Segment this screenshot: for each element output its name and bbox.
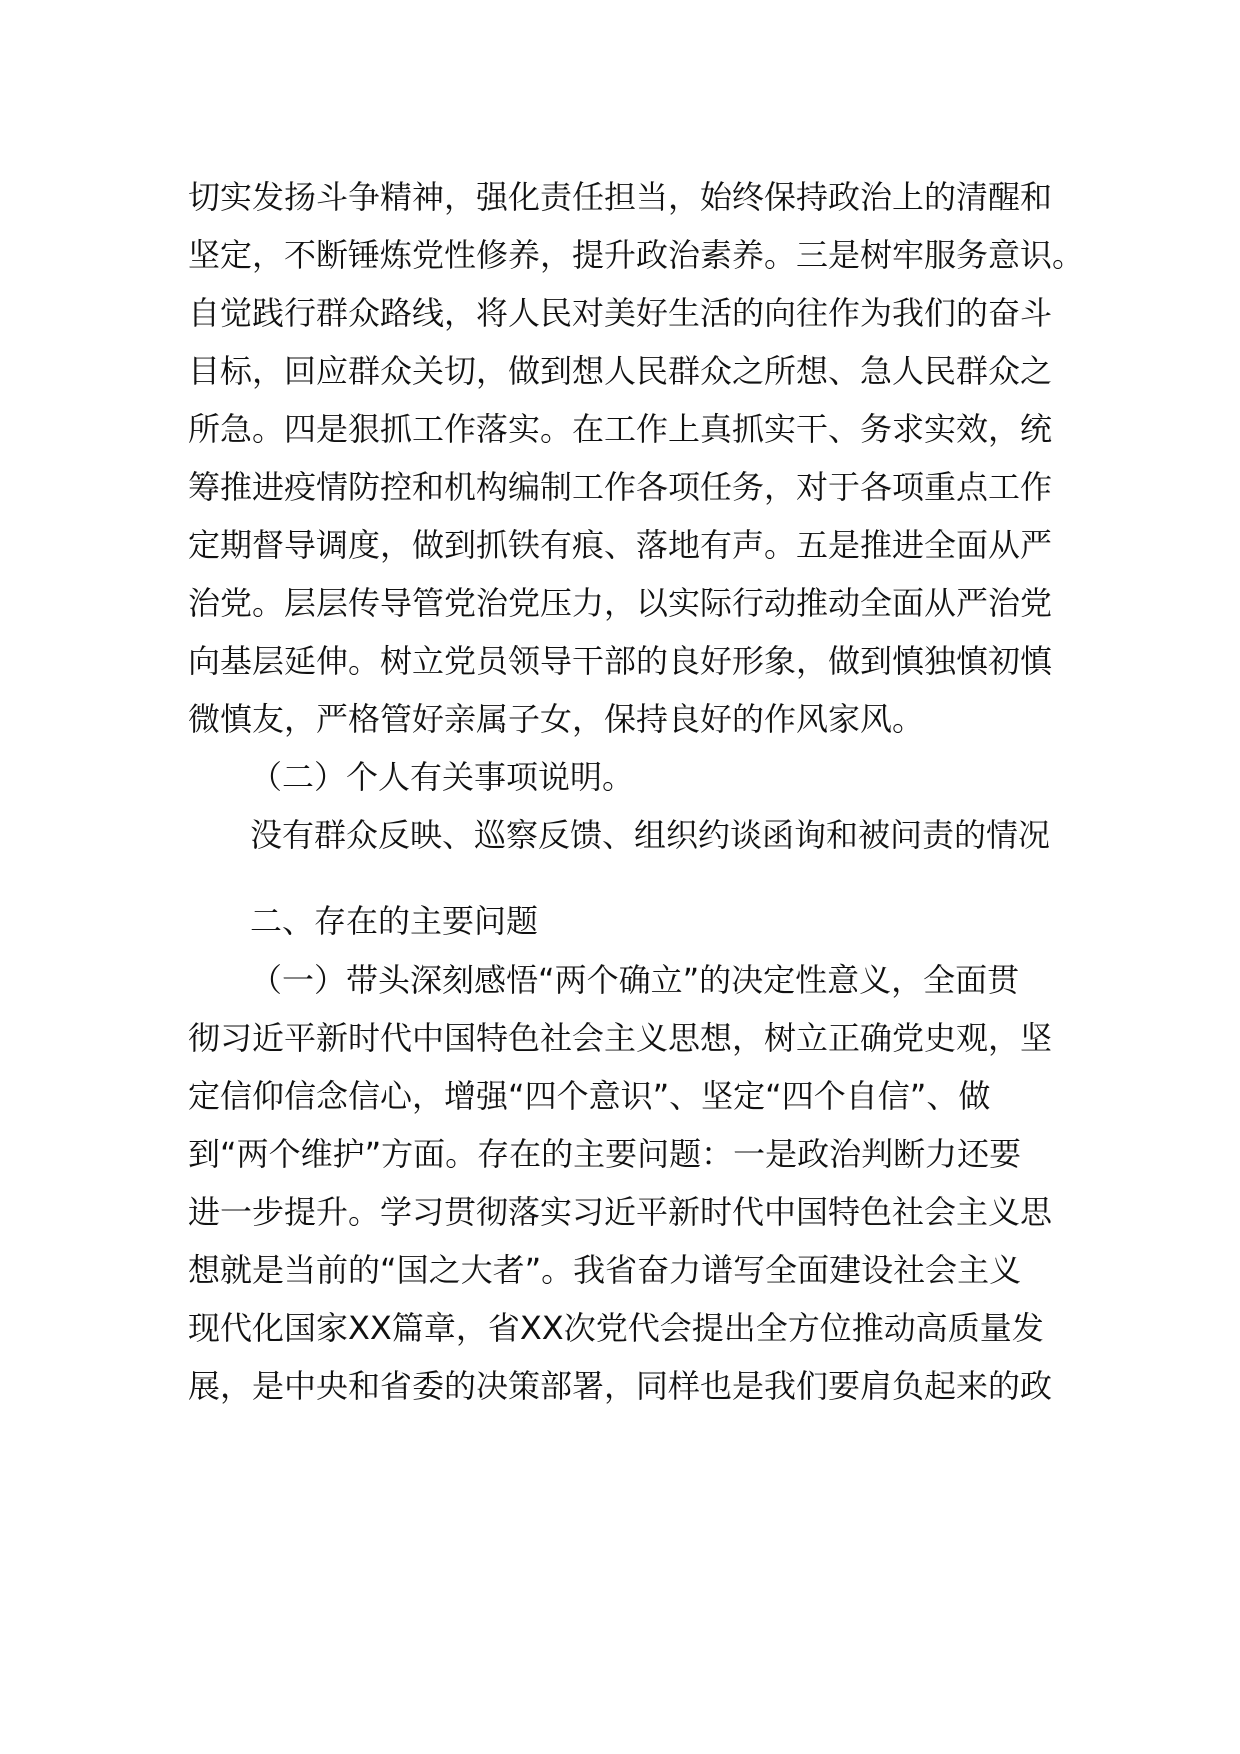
body-text-line: 现代化国家XX篇章，省XX次党代会提出全方位推动高质量发 <box>188 1309 1044 1347</box>
body-text-line: 想就是当前的“国之大者”。我省奋力谱写全面建设社会主义 <box>188 1251 1022 1289</box>
body-text-line: （一）带头深刻感悟“两个确立”的决定性意义，全面贯 <box>250 961 1020 999</box>
body-text-line: 自觉践行群众路线，将人民对美好生活的向往作为我们的奋斗 <box>188 294 1053 332</box>
body-text-line: 没有群众反映、巡察反馈、组织约谈函询和被问责的情况 <box>250 816 1051 854</box>
body-text-line: 定信仰信念信心，增强“四个意识”、坚定“四个自信”、做 <box>188 1077 991 1115</box>
body-text-line: 坚定，不断锤炼党性修养，提升政治素养。三是树牢服务意识。 <box>188 236 1085 274</box>
body-text-line: 彻习近平新时代中国特色社会主义思想，树立正确党史观，坚 <box>188 1019 1053 1057</box>
body-text-line: 定期督导调度，做到抓铁有痕、落地有声。五是推进全面从严 <box>188 526 1053 564</box>
section-heading: 二、存在的主要问题 <box>250 902 539 940</box>
body-text-line: 目标，回应群众关切，做到想人民群众之所想、急人民群众之 <box>188 352 1053 390</box>
body-text-line: 向基层延伸。树立党员领导干部的良好形象，做到慎独慎初慎 <box>188 642 1053 680</box>
body-text-line: 切实发扬斗争精神，强化责任担当，始终保持政治上的清醒和 <box>188 178 1053 216</box>
body-text-line: 筹推进疫情防控和机构编制工作各项任务，对于各项重点工作 <box>188 468 1053 506</box>
body-text-line: 展，是中央和省委的决策部署，同样也是我们要肩负起来的政 <box>188 1367 1053 1405</box>
body-text-line: 到“两个维护”方面。存在的主要问题：一是政治判断力还要 <box>188 1135 1022 1173</box>
body-text-line: 所急。四是狠抓工作落实。在工作上真抓实干、务求实效，统 <box>188 410 1053 448</box>
section-subheading: （二）个人有关事项说明。 <box>250 758 635 796</box>
body-text-line: 治党。层层传导管党治党压力，以实际行动推动全面从严治党 <box>188 584 1053 622</box>
body-text-line: 进一步提升。学习贯彻落实习近平新时代中国特色社会主义思 <box>188 1193 1053 1231</box>
body-text-line: 微慎友，严格管好亲属子女，保持良好的作风家风。 <box>188 700 925 738</box>
